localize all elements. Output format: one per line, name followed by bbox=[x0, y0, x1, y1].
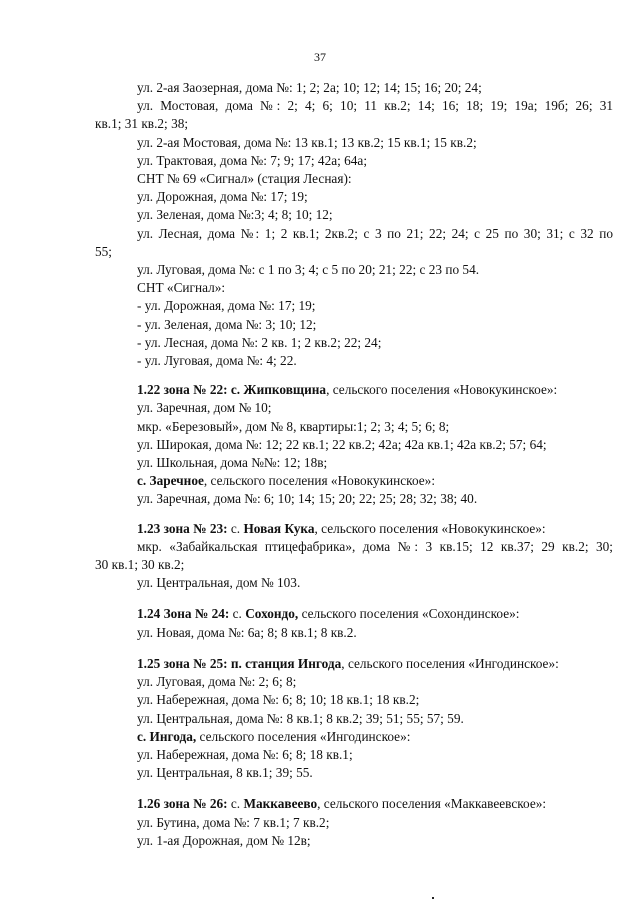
section-place: Маккавеево bbox=[243, 796, 318, 812]
section-heading-26 bbox=[113, 795, 613, 813]
text-line: - ул. Дорожная, дома №: 17; 19; bbox=[137, 298, 316, 314]
text-line: ул. Луговая, дома №: с 1 по 3; 4; с 5 по 20; 21; 22; с 23 по 54. bbox=[137, 262, 480, 278]
section-prefix: с. bbox=[229, 606, 246, 622]
section-subtitle: , сельского поселения «Ингодинское»: bbox=[341, 655, 559, 671]
text-line: 30 кв.1; 30 кв.2; bbox=[95, 557, 185, 573]
page-number: 37 bbox=[314, 50, 326, 64]
text-line: ул. Трактовая, дома №: 7; 9; 17; 42а; 64а; bbox=[137, 152, 368, 168]
section-place: Сохондо, bbox=[245, 606, 299, 622]
section-title: 1.25 зона № 25: п. станция Ингода bbox=[137, 655, 342, 671]
text-line: кв.1; 31 кв.2; 38; bbox=[95, 116, 189, 132]
text-line: СНТ № 69 «Сигнал» (стация Лесная): bbox=[137, 171, 352, 187]
text-line: ул. Центральная, дом № 103. bbox=[137, 575, 301, 591]
document-body bbox=[95, 79, 613, 850]
text-line: - ул. Лесная, дома №: 2 кв. 1; 2 кв.2; 22; 24; bbox=[137, 334, 382, 350]
text-line: ул. 2-ая Заозерная, дома №: 1; 2; 2а; 10; 12; 14; 15; 16; 20; 24; bbox=[137, 80, 482, 95]
text-line: ул. Мостовая, дома №: 2; 4; 6; 10; 11 кв.2; 14; 16; 18; 19; 19а; 19б; 26; 31 bbox=[137, 98, 613, 114]
subsection-heading bbox=[113, 472, 613, 490]
section-subtitle: , сельского поселения «Новокукинское»: bbox=[314, 520, 546, 536]
text-line: ул. Центральная, дома №: 8 кв.1; 8 кв.2; 39; 51; 55; 57; 59. bbox=[137, 710, 464, 726]
text-line: ул. Центральная, 8 кв.1; 39; 55. bbox=[137, 765, 313, 781]
section-title: 1.24 Зона № 24: bbox=[137, 606, 230, 622]
subsection-title: с. Заречное bbox=[137, 473, 204, 489]
text-line: ул. Набережная, дома №: 6; 8; 10; 18 кв.1; 18 кв.2; bbox=[137, 692, 420, 708]
section-prefix: с. bbox=[227, 796, 244, 812]
text-line: ул. Заречная, дома №: 6; 10; 14; 15; 20; 22; 25; 28; 32; 38; 40. bbox=[137, 491, 478, 507]
text-line: ул. Новая, дома №: 6а; 8; 8 кв.1; 8 кв.2. bbox=[137, 624, 357, 640]
section-subtitle: сельского поселения «Сохондинское»: bbox=[298, 606, 520, 622]
text-line: ул. Школьная, дома №№: 12; 18в; bbox=[137, 455, 328, 471]
subsection-subtitle: сельского поселения «Ингодинское»: bbox=[196, 728, 411, 744]
subsection-title: с. Ингода, bbox=[137, 728, 197, 744]
section-heading-24 bbox=[113, 605, 613, 623]
text-line: 55; bbox=[95, 243, 112, 259]
section-title: 1.22 зона № 22: с. Жипковщина bbox=[137, 382, 327, 398]
text-line: мкр. «Березовый», дом № 8, квартиры:1; 2; 3; 4; 5; 6; 8; bbox=[137, 418, 450, 434]
section-subtitle: , сельского поселения «Маккавеевское»: bbox=[317, 796, 547, 812]
text-line: - ул. Луговая, дома №: 4; 22. bbox=[137, 353, 297, 369]
text-line: ул. Набережная, дома №: 6; 8; 18 кв.1; bbox=[137, 746, 353, 762]
section-heading-23 bbox=[113, 520, 613, 538]
text-line: ул. Дорожная, дома №: 17; 19; bbox=[137, 189, 308, 205]
text-line: ул. Луговая, дома №: 2; 6; 8; bbox=[137, 674, 297, 690]
section-heading-25 bbox=[113, 655, 613, 673]
text-line: ул. Лесная, дома №: 1; 2 кв.1; 2кв.2; с 3 по 21; 22; 24; с 25 по 30; 31; с 32 по bbox=[137, 225, 613, 241]
text-line: ул. Широкая, дома №: 12; 22 кв.1; 22 кв.2; 42а; 42а кв.1; 42а кв.2; 57; 64; bbox=[137, 436, 547, 452]
text-line: ул. Заречная, дом № 10; bbox=[137, 400, 272, 416]
text-line: СНТ «Сигнал»: bbox=[137, 280, 226, 296]
section-title: 1.23 зона № 23: bbox=[137, 520, 228, 536]
text-line: - ул. Зеленая, дома №: 3; 10; 12; bbox=[137, 316, 317, 332]
subsection-subtitle: , сельского поселения «Новокукинское»: bbox=[203, 473, 436, 489]
text-line: ул. 2-ая Мостовая, дома №: 13 кв.1; 13 кв.2; 15 кв.1; 15 кв.2; bbox=[137, 134, 477, 150]
text-line: ул. Бутина, дома №: 7 кв.1; 7 кв.2; bbox=[137, 814, 330, 830]
section-title: 1.26 зона № 26: bbox=[137, 796, 228, 812]
section-place: Новая Кука bbox=[243, 520, 315, 536]
section-heading-22 bbox=[113, 381, 613, 399]
section-prefix: с. bbox=[227, 520, 244, 536]
text-line: мкр. «Забайкальская птицефабрика», дома №: 3 кв.15; 12 кв.37; 29 кв.2; 30; bbox=[137, 538, 613, 554]
text-line: ул. 1-ая Дорожная, дом № 12в; bbox=[137, 832, 311, 848]
scan-speck bbox=[432, 897, 434, 899]
section-subtitle: , сельского поселения «Новокукинское»: bbox=[326, 382, 558, 398]
subsection-heading bbox=[113, 728, 613, 746]
text-line: ул. Зеленая, дома №:3; 4; 8; 10; 12; bbox=[137, 207, 333, 223]
